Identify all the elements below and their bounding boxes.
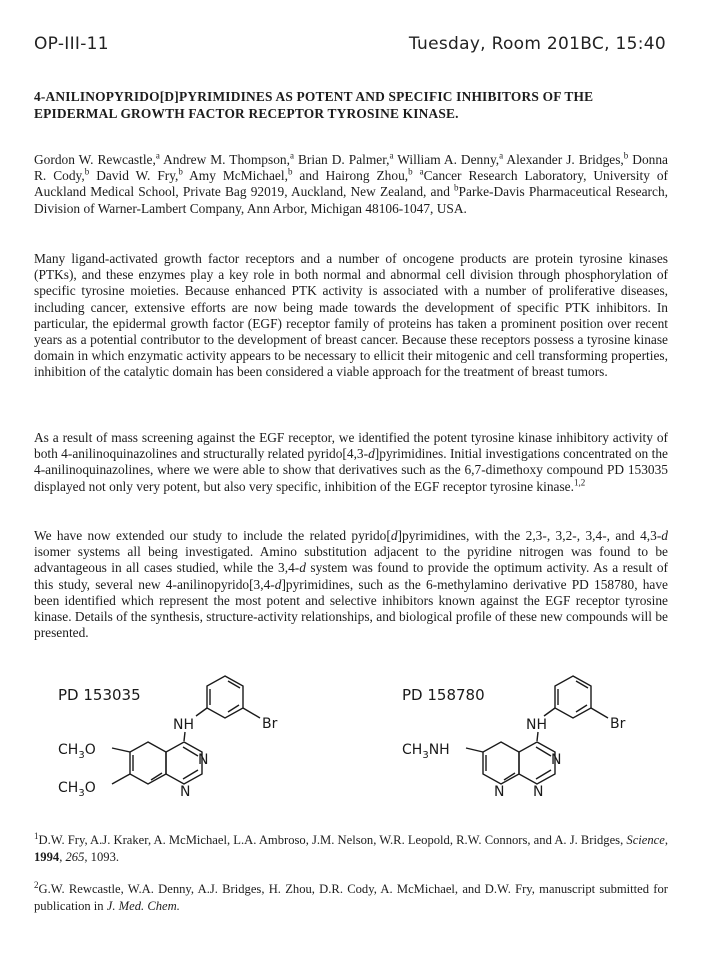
affiliation-marker: b — [84, 166, 90, 177]
phenyl-ring — [555, 676, 591, 718]
affiliation-marker: a — [419, 166, 424, 177]
methoxy-group: $CH_3O$ — [58, 742, 96, 761]
methylamino-bond — [466, 748, 483, 752]
c-n-bond — [544, 708, 555, 716]
affiliation-marker: a — [499, 150, 504, 161]
journal-name: Science — [626, 833, 665, 847]
affiliation-a: Cancer Research Laboratory, University of Auckland Medical School, Private Bag 92019, Auckland, New Zealand, and — [34, 168, 669, 200]
text-run: ]pyrimidines, with the 2,3-, 3,2-, 3,4-, and 4,3- — [397, 528, 662, 543]
session-code: OP-III-11 — [34, 34, 109, 54]
affiliation-marker: b — [454, 182, 459, 193]
author-name: Donna R. Cody, — [34, 152, 668, 184]
affiliation-marker: b — [178, 166, 183, 177]
affiliation-marker: b — [287, 166, 293, 177]
text-run: ]pyrimidines, such as the 6-methylamino derivative PD 158780, have been identified which represent the most potent and selective inhibitors known against the EGF receptor tyrosine kinase. Details of the synthesis, structure-activity relationships, and biological profile of these new compounds will be presented. — [34, 576, 668, 641]
paragraph-extension — [34, 528, 668, 641]
bromine-atom: Br — [262, 716, 278, 732]
nh-group: NH — [526, 717, 547, 733]
methoxy-bond — [112, 774, 130, 784]
journal-pages: 1093. — [90, 849, 120, 864]
text-run: system was found to provide the optimum activity. As a result of this study, several new 4-anilinopyrido[3,4- — [34, 560, 668, 592]
paragraph-screening — [34, 430, 668, 495]
n-atom: N — [198, 752, 209, 768]
text-run: As a result of mass screening against the EGF receptor, we identified the potent tyrosine kinase inhibitory activity of both 4-anilinoquinazolines and structurally related pyrido[4,3- — [34, 430, 668, 462]
phenyl-ring — [207, 676, 243, 718]
affiliation-marker: a — [289, 150, 294, 161]
affiliation-marker: a — [155, 150, 160, 161]
affiliation-b: Parke-Davis Pharmaceutical Research, Division of Warner-Lambert Company, Ann Arbor, Michigan 48106-1047, USA. — [34, 184, 668, 216]
n-atom: N — [533, 784, 544, 800]
c-br-bond — [243, 708, 260, 718]
affiliation-marker: b — [623, 150, 629, 161]
italic-run: d — [390, 528, 398, 543]
text-run: isomer systems all being investigated. Amino substitution adjacent to the pyridine nitrogen was found to be advantageous in all cases studied, while the 3,4- — [34, 544, 668, 576]
compound-label: PD 153035 — [58, 686, 141, 704]
n-atom: N — [180, 784, 191, 800]
structure-pd153035 — [40, 672, 320, 812]
author-name: Amy McMichael, — [189, 168, 288, 184]
footnote-2 — [34, 881, 668, 914]
nh-group: NH — [173, 717, 194, 733]
journal-volume: 265 — [65, 849, 85, 864]
author-name: Gordon W. Rewcastle, — [34, 152, 156, 167]
n-atom: N — [494, 784, 505, 800]
author-name: Alexander J. Bridges, — [506, 152, 624, 167]
footnote-marker: 1 — [34, 830, 39, 841]
author-name: Brian D. Palmer, — [297, 152, 390, 167]
reference-marker: 1,2 — [573, 477, 586, 488]
footnote-1: $^1$D.W. Fry, A.J. Kraker, A. McMichael, L.A. Ambroso, J.M. Nelson, W.R. Leopold, R.W. Connors, and A. J. Bridges, Science, 1994, 265, 1093. — [34, 830, 668, 864]
methoxy-group: $CH_3O$ — [58, 780, 96, 799]
text-run: ]pyrimidines. Initial investigations concentrated on the 4-anilinoquinazolines, where we were able to show that derivatives such as the 6,7-dimethoxy compound PD 153035 displayed not only very potent, but also very specific, inhibition of the EGF receptor tyrosine kinase. — [34, 446, 668, 494]
author-name: and Hairong Zhou, — [299, 168, 409, 184]
affiliation-marker: a — [389, 150, 394, 161]
author-name: David W. Fry, — [96, 168, 179, 184]
italic-run: d — [661, 528, 668, 543]
n-atom: N — [551, 752, 562, 768]
structure-pd158780 — [388, 672, 668, 812]
footnote-authors: G.W. Rewcastle, W.A. Denny, A.J. Bridges, H. Zhou, D.R. Cody, A. McMichael, and D.W. Fry, manuscript submitted for publication in — [34, 882, 668, 913]
affiliation-marker: b — [408, 166, 413, 177]
journal-year: 1994 — [34, 849, 60, 864]
methoxy-bond — [112, 748, 130, 752]
author-name: William A. Denny, — [397, 152, 500, 167]
bromine-atom: Br — [610, 716, 626, 732]
c-br-bond — [591, 708, 608, 718]
paragraph-intro: Many ligand-activated growth factor receptors and a number of oncogene products are protein tyrosine kinases (PTKs), and these enzymes play a key role in both normal and abnormal cell division through phosphorylation of specific tyrosine moieties. Because enhanced PTK activity is associated with a number of proliferative diseases, including cancer, extensive efforts are now being made towards the development of specific PTK inhibitors. In particular, the epidermal growth factor (EGF) receptor family of proteins has taken a prominent position over recent years as a potential contributor to the development of breast cancer. Because these receptors possess a tyrosine kinase domain in which enzymatic activity appears to be necessary to ellicit their mitogenic and cell transforming properties, inhibition of the catalytic domain has been considered a viable approach for the treatment of breast tumors. — [34, 251, 668, 380]
methylamino-group: $CH_3NH$ — [402, 742, 450, 761]
author-name: Andrew M. Thompson, — [163, 152, 290, 167]
compound-label: PD 158780 — [402, 686, 485, 704]
footnote-authors: D.W. Fry, A.J. Kraker, A. McMichael, L.A. Ambroso, J.M. Nelson, W.R. Leopold, R.W. Connors, and A. J. Bridges, — [38, 833, 624, 847]
c-n-bond — [196, 708, 207, 716]
italic-run: d — [368, 446, 375, 462]
italic-run: d — [299, 560, 306, 576]
author-block — [34, 152, 668, 217]
benzo-ring — [130, 742, 166, 784]
footnote-marker: 2 — [34, 879, 39, 890]
journal-name: J. Med. Chem. — [106, 898, 180, 913]
pyridine-ring — [483, 742, 519, 784]
paper-title: 4-ANILINOPYRIDO[D]PYRIMIDINES AS POTENT AND SPECIFIC INHIBITORS OF THE EPIDERMAL GROWTH FACTOR RECEPTOR TYROSINE KINASE. — [34, 89, 594, 121]
session-info: Tuesday, Room 201BC, 15:40 — [408, 34, 666, 54]
italic-run: d — [274, 576, 282, 592]
text-run: We have now extended our study to include the related pyrido[ — [34, 528, 391, 543]
